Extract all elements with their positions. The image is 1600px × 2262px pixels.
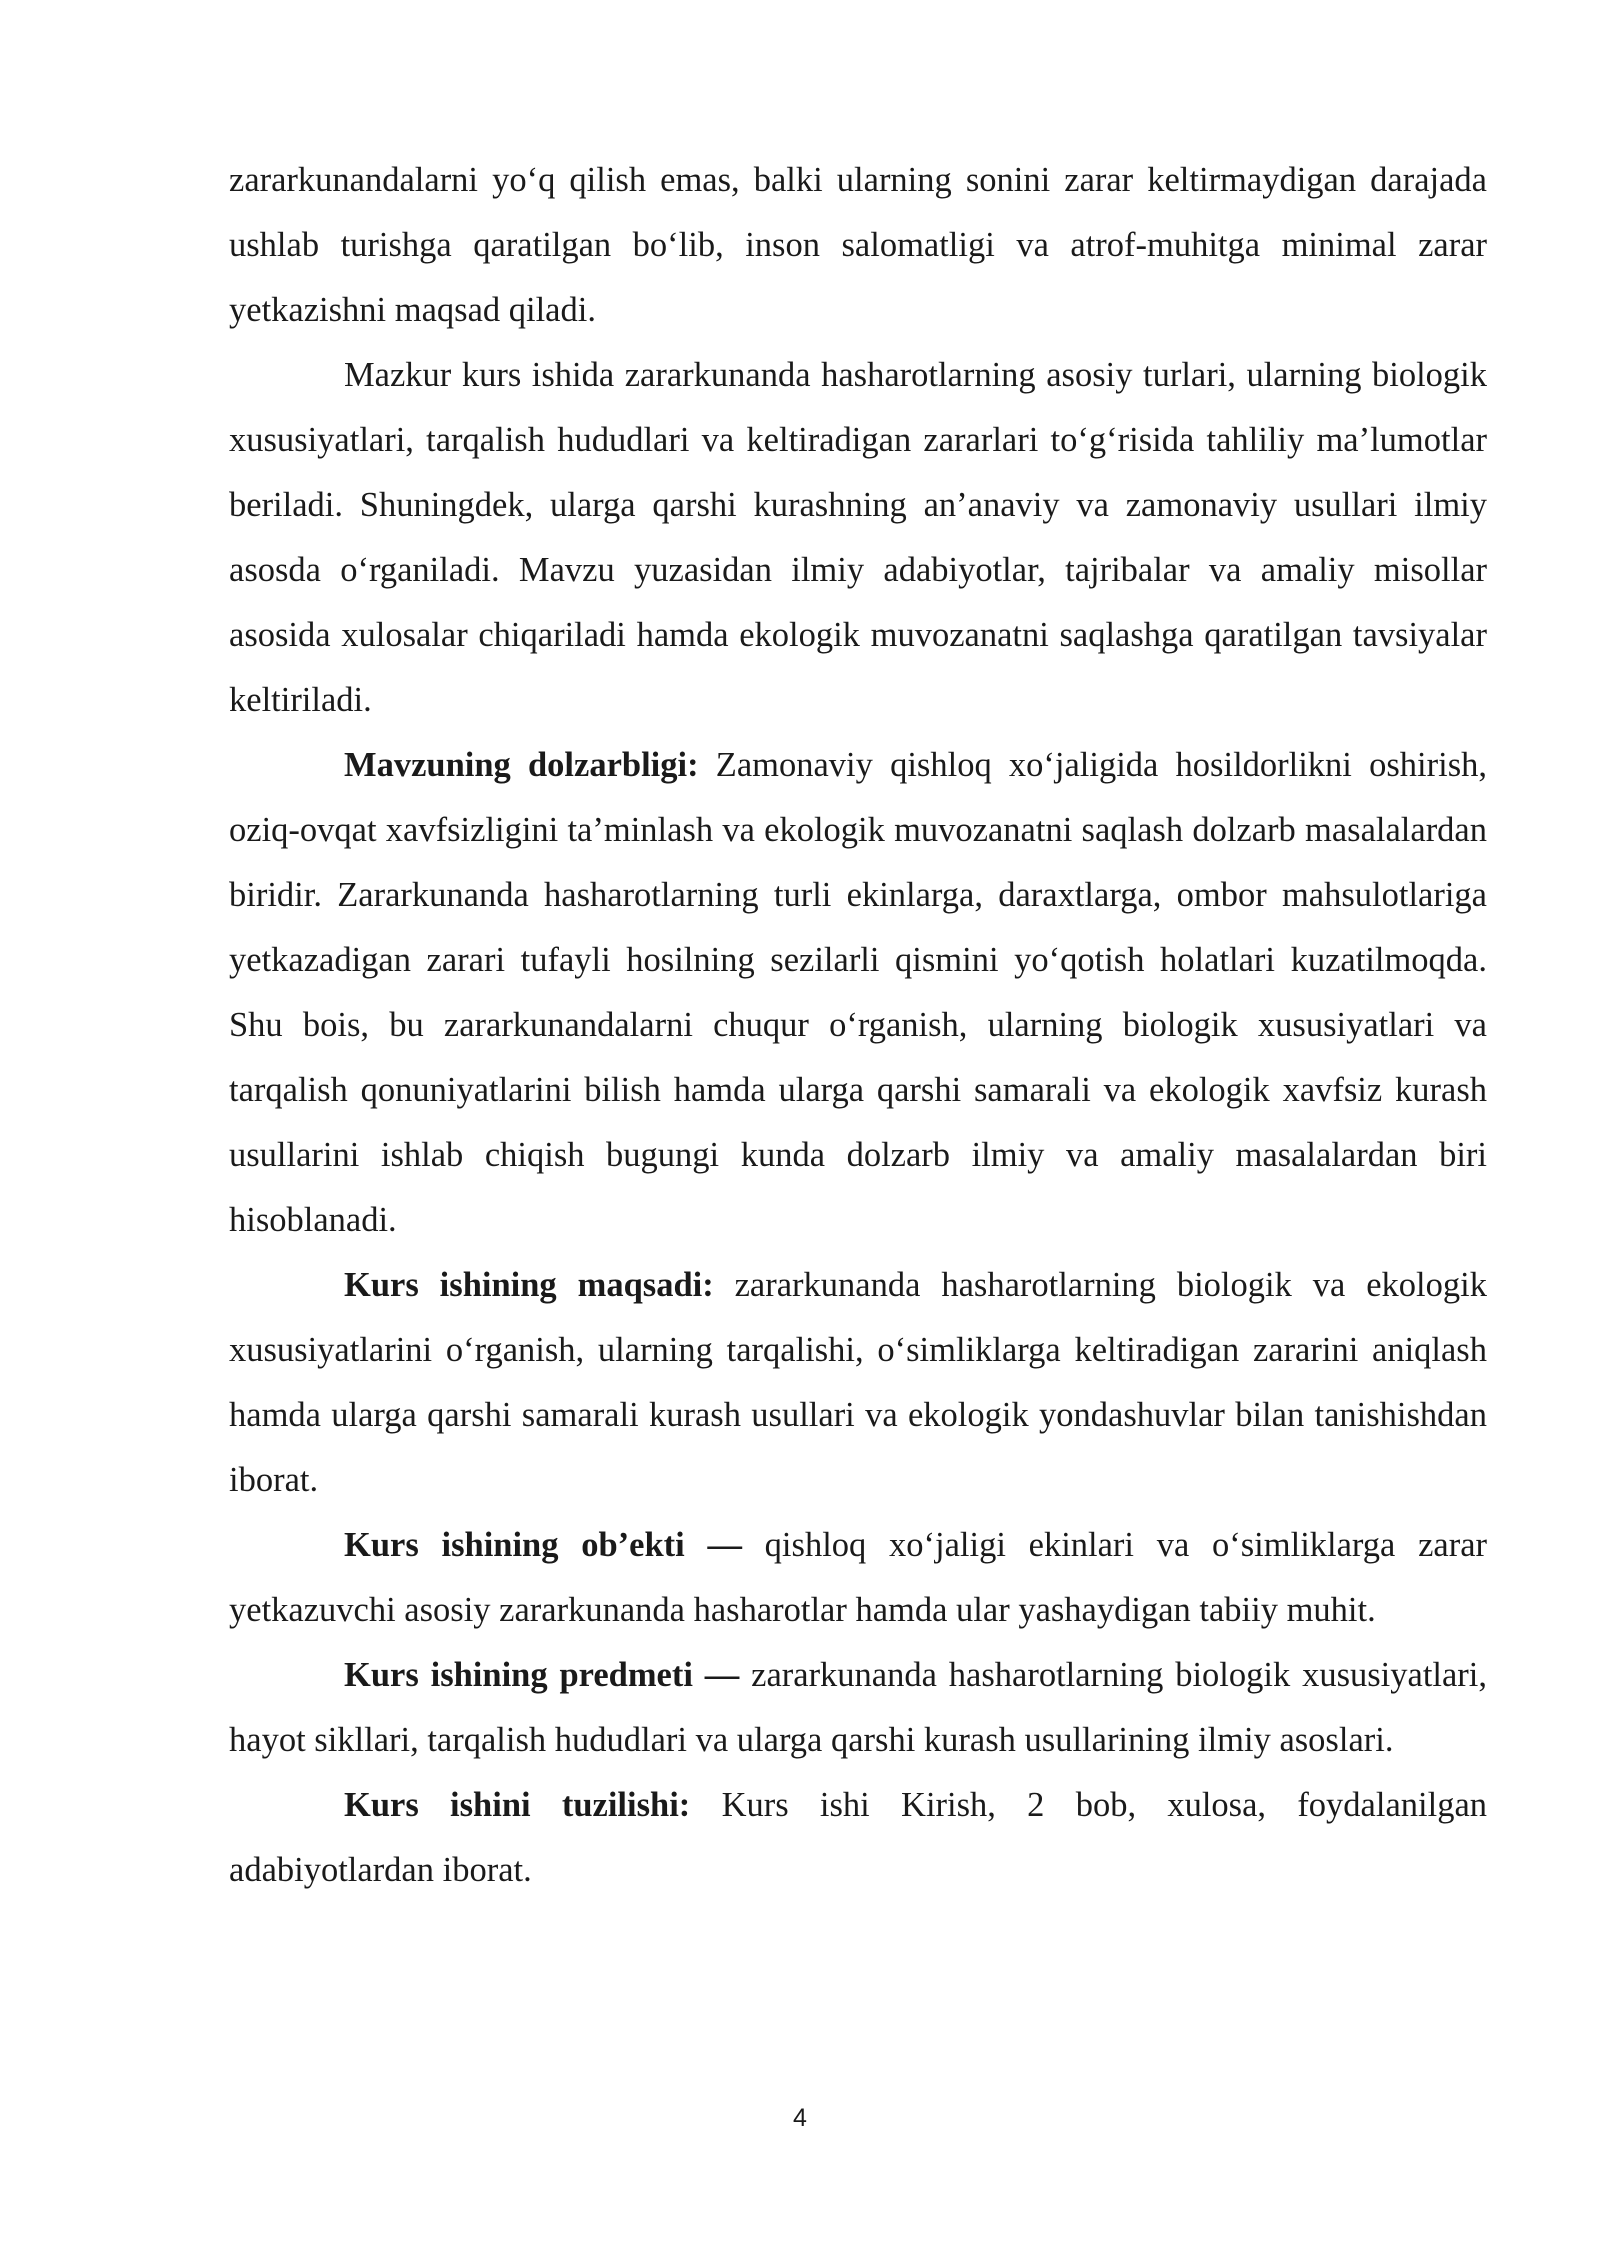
structure-heading: Kurs ishini tuzilishi: [344, 1786, 691, 1824]
document-body [229, 148, 1487, 1903]
structure-text: Kurs ishi Kirish, 2 bob, xulosa, foydalanilgan adabiyotlardan iborat. [229, 1786, 1488, 1889]
relevance-text: Zamonaviy qishloq xo‘jaligida hosildorlikni oshirish, oziq-ovqat xavfsizligini ta’minlash va ekologik muvozanatni saqlash dolzarb masalalardan biridir. Zararkunanda hasharotlarning turli ekinlarga, daraxtlarga, ombor mahsulotlariga yetkazadigan zarari tufayli hosilning sezilarli qismini yo‘qotish holatlari kuzatilmoqda. Shu bois, bu zararkunandalarni chuqur o‘rganish, ularning biologik xususiyatlari va tarqalish qonuniyatlarini bilish hamda ularga qarshi samarali va ekologik xavfsiz kurash usullarini ishlab chiqish bugungi kunda dolzarb ilmiy va amaliy masalalardan biri hisoblanadi. [229, 746, 1487, 1239]
paragraph-continuation: zararkunandalarni yo‘q qilish emas, balki ularning sonini zarar keltirmaydigan darajada ushlab turishga qaratilgan bo‘lib, inson salomatligi va atrof-muhitga minimal zarar yetkazishni maqsad qiladi. [229, 161, 1487, 329]
subject-heading: Kurs ishining predmeti — [344, 1656, 740, 1694]
relevance-heading: Mavzuning dolzarbligi: [344, 746, 699, 784]
paragraph-structure [229, 1773, 1487, 1903]
object-text: qishloq xo‘jaligi ekinlari va o‘simliklarga zarar yetkazuvchi asosiy zararkunanda hasharotlar hamda ular yashaydigan tabiiy muhit. [229, 1526, 1487, 1629]
page-number: 4 [793, 2104, 807, 2132]
paragraph-course-overview: Mazkur kurs ishida zararkunanda hasharotlarning asosiy turlari, ularning biologik xususiyatlari, tarqalish hududlari va keltiradigan zararlari to‘g‘risida tahliliy ma’lumotlar beriladi. Shuningdek, ularga qarshi kurashning an’anaviy va zamonaviy usullari ilmiy asosda o‘rganiladi. Mavzu yuzasidan ilmiy adabiyotlar, tajribalar va amaliy misollar asosida xulosalar chiqariladi hamda ekologik muvozanatni saqlashga qaratilgan tavsiyalar keltiriladi. [229, 356, 1487, 719]
paragraph-relevance [229, 733, 1487, 1253]
object-heading: Kurs ishining ob’ekti — [344, 1526, 742, 1564]
paragraph-subject [229, 1643, 1487, 1773]
paragraph-object [229, 1513, 1487, 1643]
goal-heading: Kurs ishining maqsadi: [344, 1266, 714, 1304]
subject-text: zararkunanda hasharotlarning biologik xususiyatlari, hayot sikllari, tarqalish hududlari va ularga qarshi kurash usullarining ilmiy asoslari. [229, 1656, 1487, 1759]
goal-text: zararkunanda hasharotlarning biologik va ekologik xususiyatlarini o‘rganish, ularning tarqalishi, o‘simliklarga keltiradigan zararini aniqlash hamda ularga qarshi samarali kurash usullari va ekologik yondashuvlar bilan tanishishdan iborat. [229, 1266, 1487, 1499]
paragraph-goal [229, 1253, 1487, 1513]
